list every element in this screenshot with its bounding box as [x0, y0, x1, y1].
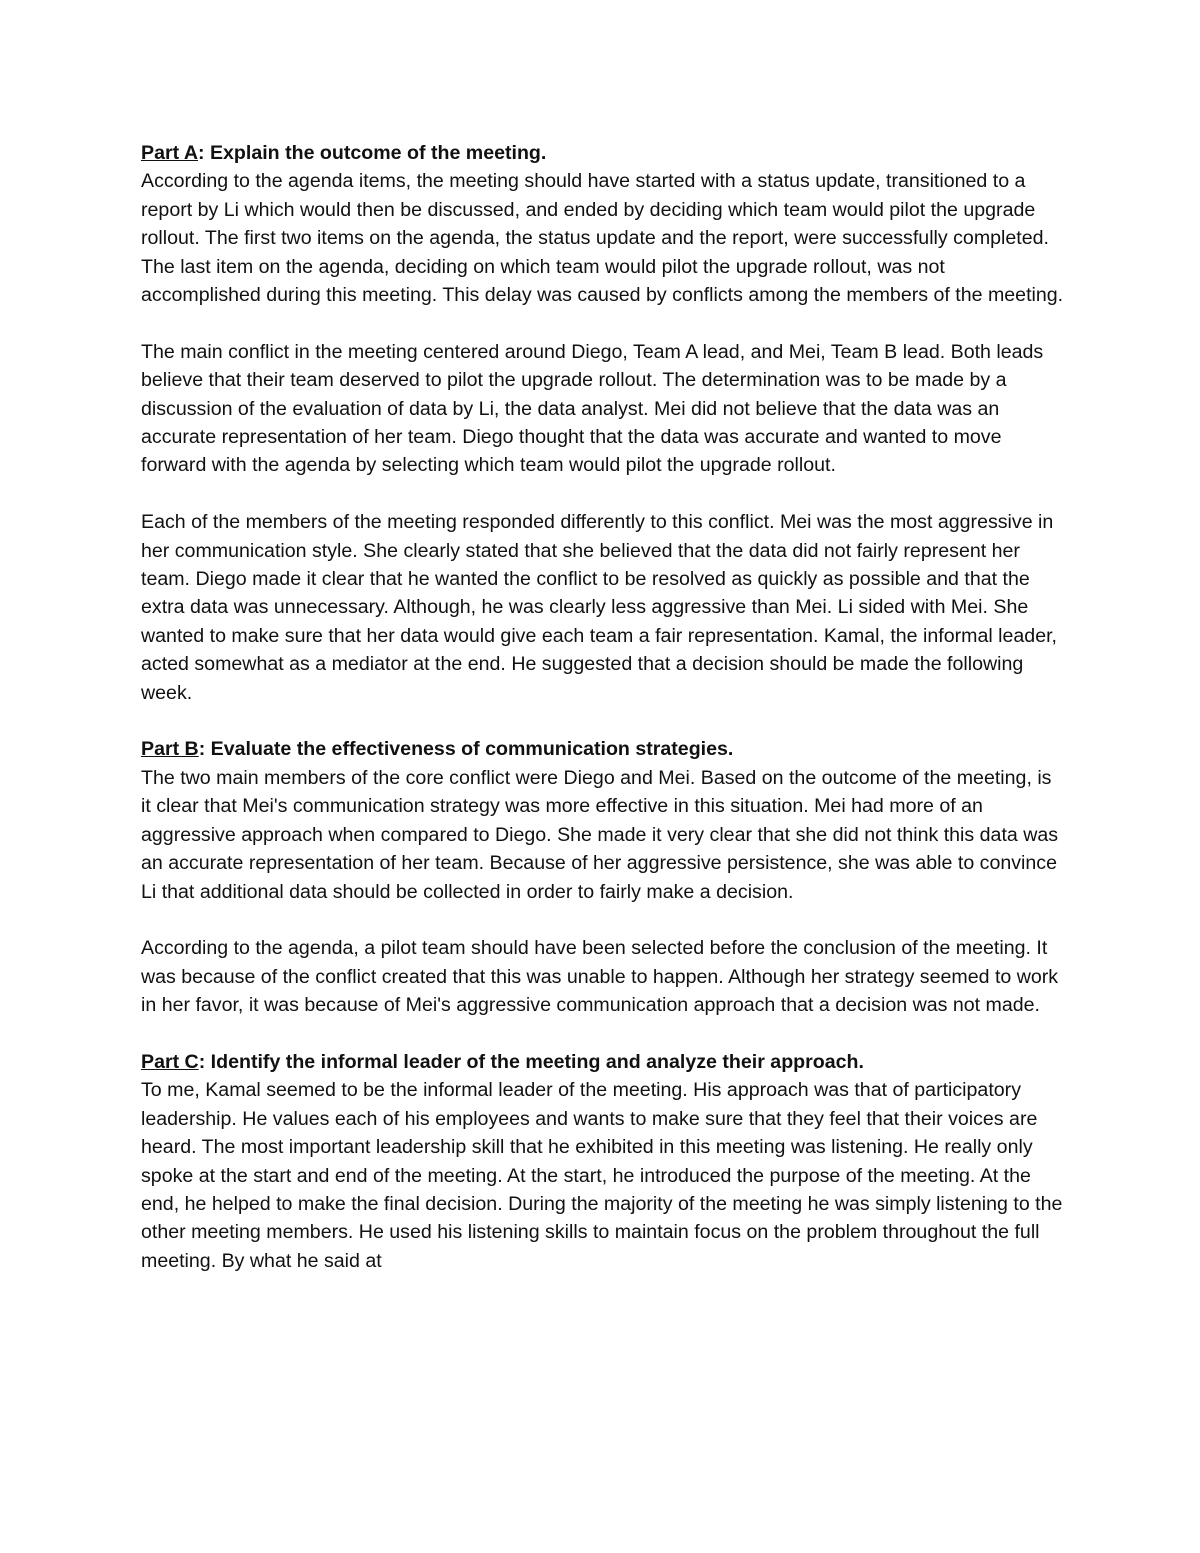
- section-part-a: [141, 139, 1066, 707]
- section-part-c: [141, 1048, 1066, 1275]
- paragraph-gap: [141, 480, 1066, 508]
- section-gap: [141, 1020, 1066, 1048]
- section-part-b: [141, 735, 1066, 1019]
- paragraph-part-c-1: To me, Kamal seemed to be the informal leader of the meeting. His approach was that of participatory leadership. He values each of his employees and wants to make sure that they feel that their voices are heard. The most important leadership skill that he exhibited in this meeting was listening. He really only spoke at the start and end of the meeting. At the start, he introduced the purpose of the meeting. At the end, he helped to make the final decision. During the majority of the meeting he was simply listening to the other meeting members. He used his listening skills to maintain focus on the problem throughout the full meeting. By what he said at: [141, 1079, 1063, 1272]
- section-label-part-c: Part C: [141, 1050, 199, 1073]
- section-heading-part-c: [141, 1048, 1066, 1076]
- section-label-part-a: Part A: [141, 142, 198, 164]
- paragraph-part-b-2: According to the agenda, a pilot team should have been selected before the conclusion of the meeting. It was because of the conflict created that this was unable to happen. Although her strategy seemed to work in her favor, it was because of Mei's aggressive communication approach that a decision was not made.: [141, 937, 1059, 1017]
- paragraph-gap: [141, 309, 1066, 337]
- section-label-part-b: Part B: [141, 738, 199, 761]
- section-heading-text-part-b: : Evaluate the effectiveness of communication strategies.: [198, 738, 734, 761]
- paragraph-part-a-2: The main conflict in the meeting centered around Diego, Team A lead, and Mei, Team B lead. Both leads believe that their team deserved to pilot the upgrade rollout. The determination was to be made by a discussion of the evaluation of data by Li, the data analyst. Mei did not believe that the data was an accurate representation of her team. Diego thought that the data was accurate and wanted to move forward with the agenda by selecting which team would pilot the upgrade rollout.: [141, 340, 1044, 477]
- section-heading-part-a: [141, 139, 1066, 167]
- paragraph-part-a-1: According to the agenda items, the meeting should have started with a status update, transitioned to a report by Li which would then be discussed, and ended by deciding which team would pilot the upgrade rollout. The first two items on the agenda, the status update and the report, were successfully completed. The last item on the agenda, deciding on which team would pilot the upgrade rollout, was not accomplished during this meeting. This delay was caused by conflicts among the members of the meeting.: [141, 170, 1064, 307]
- paragraph-part-a-3: Each of the members of the meeting responded differently to this conflict. Mei was the most aggressive in her communication style. She clearly stated that she believed that the data did not fairly represent her team. Diego made it clear that he wanted the conflict to be resolved as quickly as possible and that the extra data was unnecessary. Although, he was clearly less aggressive than Mei. Li sided with Mei. She wanted to make sure that her data would give each team a fair representation. Kamal, the informal leader, acted somewhat as a mediator at the end. He suggested that a decision should be made the following week.: [141, 511, 1057, 704]
- section-heading-text-part-a: : Explain the outcome of the meeting.: [197, 142, 547, 164]
- paragraph-part-b-1: The two main members of the core conflict were Diego and Mei. Based on the outcome of the meeting, is it clear that Mei's communication strategy was more effective in this situation. Mei had more of an aggressive approach when compared to Diego. She made it very clear that she did not think this data was an accurate representation of her team. Because of her aggressive persistence, she was able to convince Li that additional data should be collected in order to fairly make a decision.: [141, 766, 1059, 903]
- document-page: [141, 139, 1066, 1275]
- section-heading-text-part-c: : Identify the informal leader of the meeting and analyze their approach.: [198, 1050, 864, 1073]
- paragraph-gap: [141, 906, 1066, 934]
- section-gap: [141, 707, 1066, 735]
- section-heading-part-b: [141, 735, 1066, 763]
